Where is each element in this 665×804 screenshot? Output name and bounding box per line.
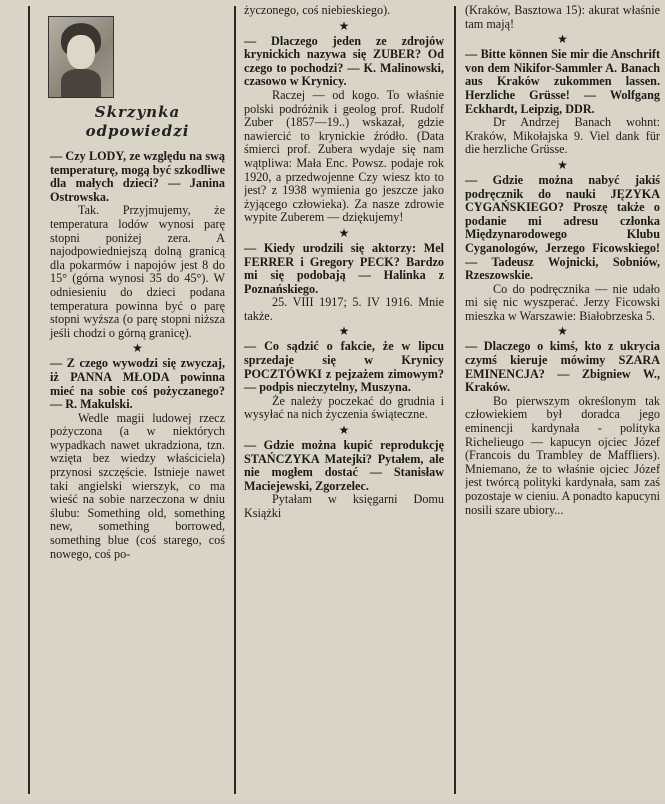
answer-stanczyk: Pytałam w księgarni Domu Książki	[244, 492, 444, 520]
author-portrait	[48, 16, 114, 98]
separator-star: ★	[557, 157, 568, 172]
column-rule-left	[28, 6, 30, 794]
answer-zuber: Raczej — od kogo. To właśnie polski podróżnik i geolog prof. Rudolf Zuber (1857—19..) wskazał, gdzie nawiercić to krynickie źródło. (Data śmierci prof. Zubera wydaje się nam wątpliwa: Mała Enc. Powsz. podaje rok 1920, a przedwojenne Czy wiesz kto to jest? z 1938 wymienia go jeszcze jako żyjącego człowieka). Za nasze zdrowie wypite Zuberem — dziękujemy!	[244, 87, 444, 225]
separator-star: ★	[132, 341, 143, 356]
separator-star: ★	[338, 18, 350, 33]
question-lody: — Czy LODY, ze względu na swą temperaturę, mogą być szkodliwe dla małych dzieci? — Janina Ostrowska.	[50, 149, 225, 204]
question-zuber: — Dlaczego jeden ze zdrojów krynickich nazywa się ZUBER? Od czego to pochodzi? — K. Malinowski, czasowo w Krynicy.	[244, 33, 444, 89]
answer-szara-eminencja: Bo pierwszym określonym tak człowiekiem był doradca jego eminencji kardynała - polityka Richelieugo — kapucyn ojciec Józef (Francois du Trambley de Maffliers). Mniemano, że to właśnie ojciec Józef jest twórcą polityki kardynała, sam zaś pozostaje w cieniu. A ponadto kapucyni nosili szare ubiory...	[465, 393, 660, 517]
question-jezyk-cyganski: — Gdzie można nabyć jakiś podręcznik do nauki JĘZYKA CYGAŃSKIEGO? Proszę także o podanie mi adresu członka Międzynarodowego Klubu Cyganologów, Jerzego Ficowskiego! — Tadeusz Wojnicki, Sobniów, Rzeszowskie.	[465, 172, 660, 283]
question-panna-mloda: — Z czego wywodzi się zwyczaj, iż PANNA MŁODA powinna mieć na sobie coś pożyczanego? — R. Makulski.	[50, 356, 225, 412]
separator-star: ★	[557, 324, 568, 339]
column-3-text	[465, 4, 660, 804]
column-2-text	[244, 4, 444, 804]
question-aktorzy: — Kiedy urodzili się aktorzy: Mel FERRER i Gregory PECK? Bardzo mi się podobają — Halinka z Poznańskiego.	[244, 240, 444, 296]
separator-star: ★	[338, 324, 350, 339]
column-rule-2	[454, 6, 456, 794]
column-rule-1	[234, 6, 236, 794]
answer-panna-mloda-cont: życzonego, coś niebieskiego).	[244, 4, 391, 17]
answer-lody: Tak. Przyjmujemy, że temperatura lodów wynosi parę stopni poniżej zera. A najodpowiedniejszą dolną granicą dla pokarmów i napojów jest 8 do 15° (górna wynosi 35 do 45°). W odniesieniu do dzieci podana temperatura powinna być o parę stopni wyższa (o parę stopni niższa jeśli chodzi o górną granicę).	[50, 203, 225, 340]
question-banach: — Bitte können Sie mir die Anschrift von dem Nikifor-Sammler A. Banach aus Kraków zukommen lassen. Herzliche Grüsse! — Wolfgang Eckhardt, Leipzig, DDR.	[465, 47, 660, 116]
answer-jezyk-cyganski: Co do podręcznika — nie udało mi się nic wyszperać. Jerzy Ficowski mieszka w Warszawie: Białobrzeska 5.	[465, 281, 660, 323]
separator-star: ★	[557, 32, 568, 47]
answer-aktorzy: 25. VIII 1917; 5. IV 1916. Mnie także.	[244, 295, 444, 323]
answer-panna-mloda: Wedle magii ludowej rzecz pożyczona (a w niektórych wypadkach nawet ukradziona, tzn. wzięta bez wiedzy właściciela) przynosi szczęście. Istnieje nawet taki angielski wierszyk, co ma wieść na sobie narzeczona w dniu ślubu: Something old, something new, something borrowed, something blue (coś starego, coś nowego, coś po-	[50, 410, 225, 561]
question-pocztowki: — Co sądzić o fakcie, że w lipcu sprzedaje się w Krynicy POCZTÓWKI z pejzażem zimowym? — podpis nieczytelny, Muszyna.	[244, 339, 444, 395]
separator-star: ★	[338, 423, 350, 438]
separator-star: ★	[338, 225, 350, 240]
column-title: Skrzynka odpowiedzi	[85, 103, 190, 140]
answer-banach: Dr Andrzej Banach wohnt: Kraków, Mikołajska 9. Viel dank für die herzliche Grüsse.	[465, 115, 660, 157]
question-szara-eminencja: — Dlaczego o kimś, kto z ukrycia czymś kieruje mówimy SZARA EMINENCJA? — Zbigniew W., Kraków.	[465, 339, 660, 395]
answer-pocztowki: Że należy poczekać do grudnia i wysyłać na nich życzenia świąteczne.	[244, 393, 444, 422]
column-1-text	[50, 150, 225, 561]
question-stanczyk: — Gdzie można kupić reprodukcję STAŃCZYKA Matejki? Pytałem, ale nie mogłem dostać — Stanisław Maciejewski, Zgorzelec.	[244, 438, 444, 493]
answer-stanczyk-cont: (Kraków, Basztowa 15): akurat właśnie tam mają!	[465, 4, 660, 31]
